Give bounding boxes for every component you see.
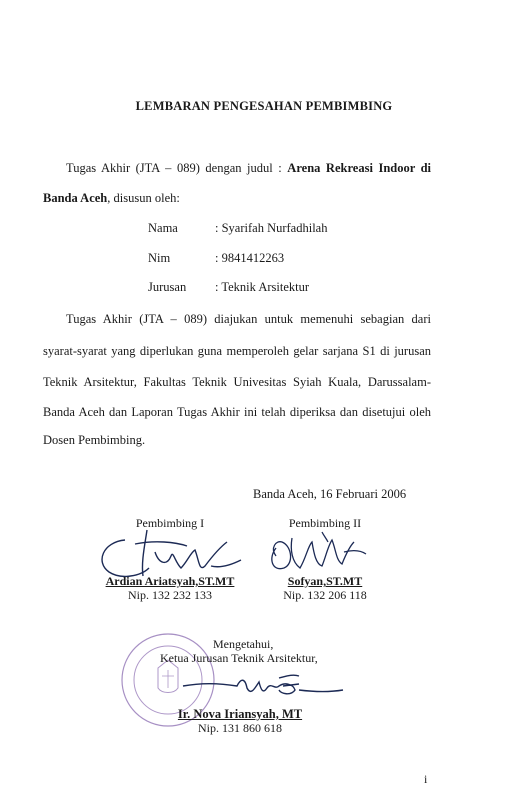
intro-prefix: Tugas Akhir (JTA – 089) dengan judul : (66, 161, 282, 175)
advisor1-name: Ardian Ariatsyah,ST.MT (105, 574, 235, 588)
page-title: LEMBARAN PENGESAHAN PEMBIMBING (135, 99, 393, 113)
intro-title-part1: Arena Rekreasi Indoor di (287, 161, 431, 175)
advisor2-role: Pembimbing II (288, 516, 362, 530)
page-number: i (424, 772, 428, 786)
paragraph-line-3: Teknik Arsitektur, Fakultas Teknik Univesitas Syiah Kuala, Darussalam- (43, 375, 431, 389)
head-signature (175, 668, 355, 708)
paragraph-line-4: Banda Aceh dan Laporan Tugas Akhir ini telah diperiksa dan disetujui oleh (43, 405, 431, 419)
approval-known: Mengetahui, (213, 637, 274, 651)
advisor1-nip: Nip. 132 232 133 (128, 588, 212, 602)
intro-title-part2: Banda Aceh (43, 191, 108, 205)
field-value-jurusan: : Teknik Arsitektur (215, 280, 310, 294)
paragraph-line-2: syarat-syarat yang diperlukan guna memperoleh gelar sarjana S1 di jurusan (43, 344, 431, 358)
place-date: Banda Aceh, 16 Februari 2006 (253, 487, 407, 501)
approval-role: Ketua Jurusan Teknik Arsitektur, (160, 651, 318, 665)
field-value-nim: : 9841412263 (215, 251, 285, 265)
intro-line (66, 160, 431, 176)
approval-nip: Nip. 131 860 618 (198, 721, 282, 735)
field-label-nim: Nim (148, 251, 171, 265)
field-value-nama: : Syarifah Nurfadhilah (215, 221, 328, 235)
advisor2-signature (262, 528, 372, 578)
advisor2-nip: Nip. 132 206 118 (283, 588, 367, 602)
paragraph-line-5: Dosen Pembimbing. (43, 433, 146, 447)
advisor1-role: Pembimbing I (135, 516, 205, 530)
advisor1-signature (95, 522, 255, 582)
field-label-jurusan: Jurusan (148, 280, 187, 294)
intro-suffix: , disusun oleh: (107, 191, 180, 205)
approval-name: Ir. Nova Iriansyah, MT (177, 707, 303, 721)
intro-line-2 (43, 190, 180, 206)
field-label-nama: Nama (148, 221, 178, 235)
paragraph-line-1: Tugas Akhir (JTA – 089) diajukan untuk memenuhi sebagian dari (66, 312, 431, 326)
advisor2-name: Sofyan,ST.MT (287, 574, 363, 588)
